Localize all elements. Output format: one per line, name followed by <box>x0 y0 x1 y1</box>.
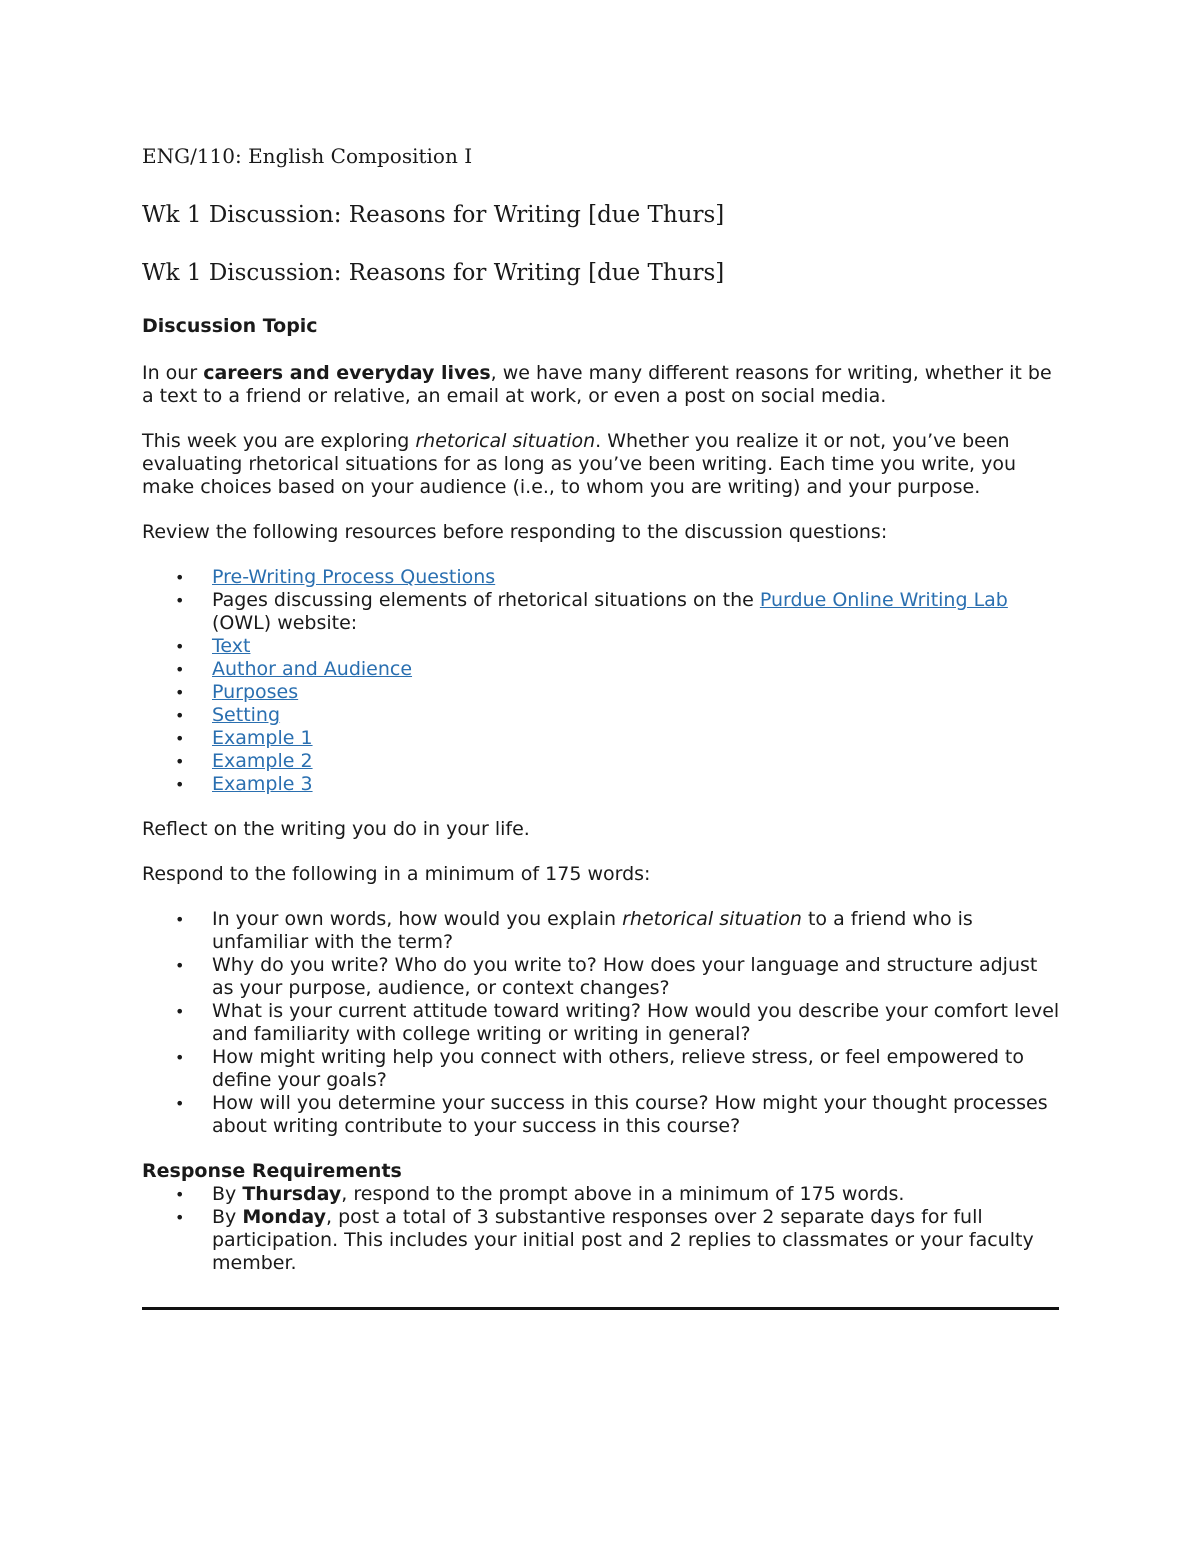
requirements-list <box>142 1183 1062 1275</box>
review-paragraph: Review the following resources before responding to the discussion questions: <box>142 521 888 543</box>
list-item: • How might writing help you connect with others, relieve stress, or feel empowered to define your goals? <box>175 1046 1024 1091</box>
example-3-link[interactable]: Example 3 <box>212 773 313 795</box>
text-link[interactable]: Text <box>212 635 251 657</box>
example-2-link[interactable]: Example 2 <box>212 750 313 772</box>
prewriting-link[interactable]: Pre-Writing Process Questions <box>212 566 496 588</box>
week-paragraph: This week you are exploring rhetorical situation. Whether you realize it or not, you’ve been evaluating rhetorical situations for as long as you’ve been writing. Each time you write, you make choices based on your audience (i.e., to whom you are writing) and your purpose. <box>142 430 1017 498</box>
list-item: • Pages discussing elements of rhetorical situations on the Purdue Online Writing Lab (OWL) website: <box>175 589 1008 634</box>
list-item: • Why do you write? Who do you write to? How does your language and structure adjust as your purpose, audience, or context changes? <box>175 954 1038 999</box>
course-line: ENG/110: English Composition I <box>142 144 473 168</box>
discussion-topic-heading: Discussion Topic <box>142 315 318 337</box>
resource-list <box>142 566 1062 796</box>
page-title-repeat: Wk 1 Discussion: Reasons for Writing [due Thurs] <box>142 260 725 286</box>
list-item: • Setting <box>175 704 281 726</box>
horizontal-rule <box>142 1307 1059 1310</box>
list-item: • Example 1 <box>175 727 313 749</box>
document-page <box>142 140 1062 1275</box>
page-title: Wk 1 Discussion: Reasons for Writing [due Thurs] <box>142 202 725 228</box>
list-item: • In your own words, how would you explain rhetorical situation to a friend who is unfamiliar with the term? <box>175 908 973 953</box>
list-item: • Example 3 <box>175 773 313 795</box>
list-item: • Purposes <box>175 681 299 703</box>
question-list <box>142 908 1062 1138</box>
purdue-owl-link[interactable]: Purdue Online Writing Lab <box>759 589 1008 611</box>
response-requirements-heading: Response Requirements <box>142 1160 402 1182</box>
intro-paragraph: In our careers and everyday lives, we have many different reasons for writing, whether it be a text to a friend or relative, an email at work, or even a post on social media. <box>142 362 1052 407</box>
respond-paragraph: Respond to the following in a minimum of 175 words: <box>142 863 651 885</box>
example-1-link[interactable]: Example 1 <box>212 727 313 749</box>
setting-link[interactable]: Setting <box>212 704 281 726</box>
purposes-link[interactable]: Purposes <box>212 681 299 703</box>
list-item: • Author and Audience <box>175 658 413 680</box>
list-item: • Pre-Writing Process Questions <box>175 566 496 588</box>
author-audience-link[interactable]: Author and Audience <box>212 658 413 680</box>
list-item: • Example 2 <box>175 750 313 772</box>
list-item: • What is your current attitude toward writing? How would you describe your comfort level and familiarity with college writing or writing in general? <box>175 1000 1060 1045</box>
list-item: • Text <box>175 635 251 657</box>
reflect-paragraph: Reflect on the writing you do in your life. <box>142 818 530 840</box>
list-item: • By Thursday, respond to the prompt above in a minimum of 175 words. <box>175 1183 905 1205</box>
list-item: • How will you determine your success in this course? How might your thought processes about writing contribute to your success in this course? <box>175 1092 1048 1137</box>
list-item: • By Monday, post a total of 3 substantive responses over 2 separate days for full participation. This includes your initial post and 2 replies to classmates or your faculty member. <box>175 1206 1034 1274</box>
